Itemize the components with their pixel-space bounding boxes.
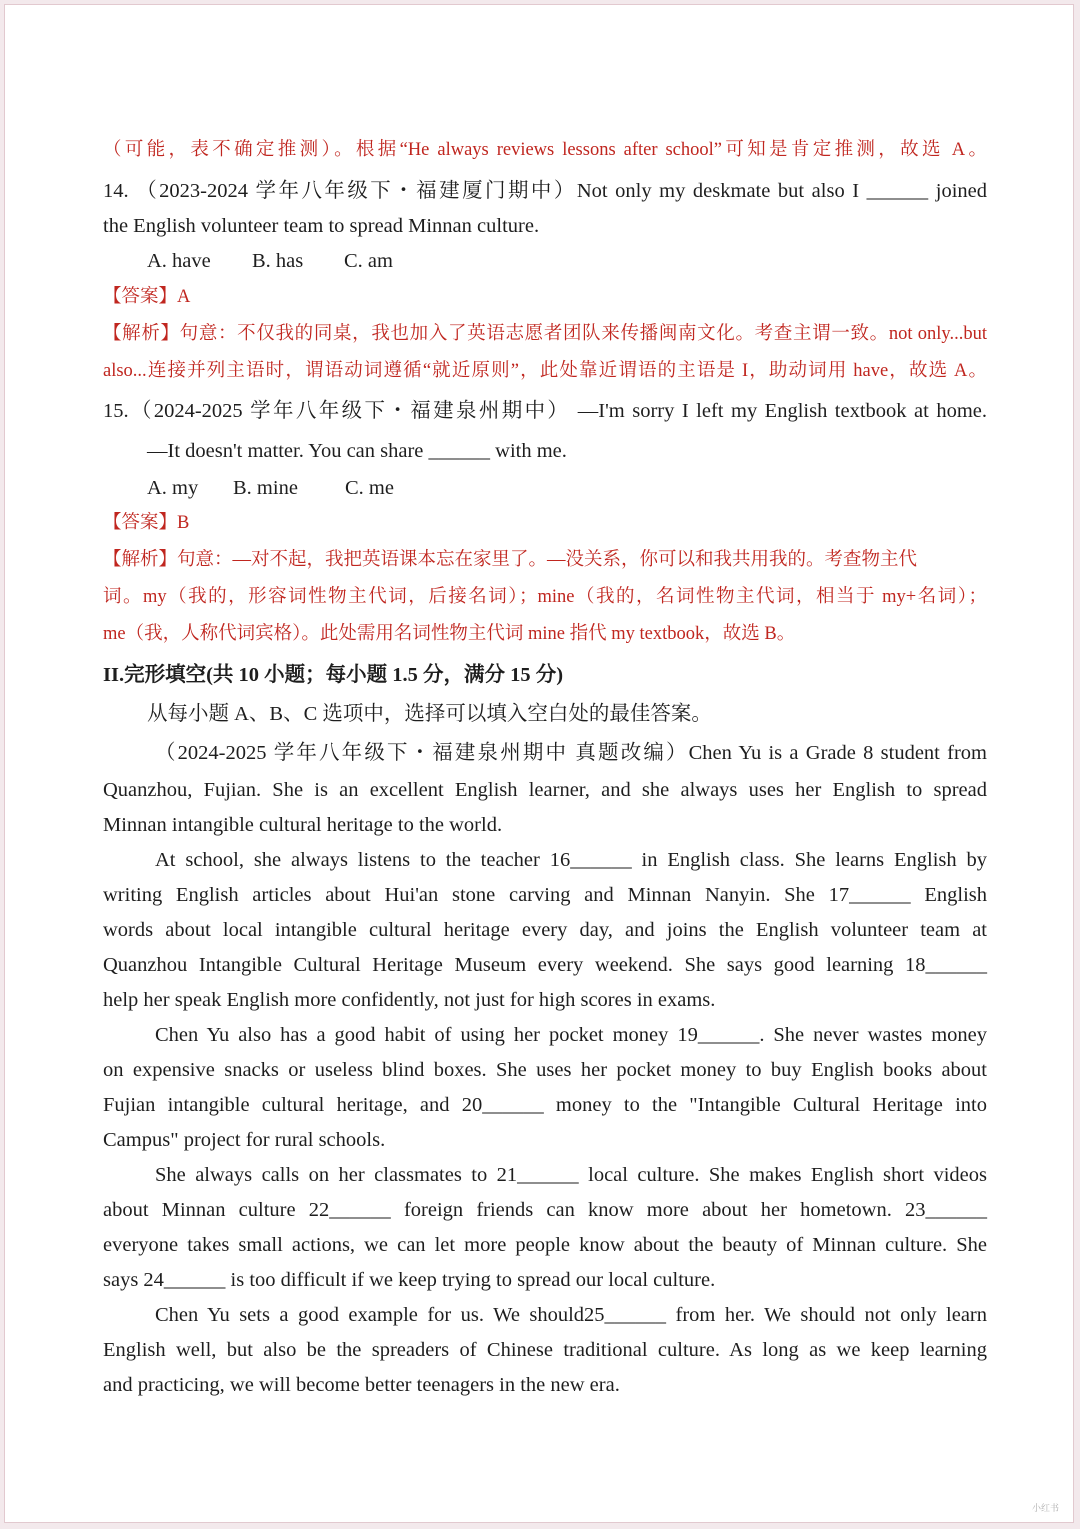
passage-p3-line4: Campus" project for rural schools. xyxy=(103,1129,386,1151)
passage-p5-line2: English well, but also be the spreaders of Chinese traditional culture. As long as we keep learning xyxy=(103,1339,987,1361)
passage-p1-line2: Quanzhou, Fujian. She is an excellent English learner, and she always uses her English to spread xyxy=(103,779,987,801)
q15-analysis-line1: 【解析】句意：—对不起，我把英语课本忘在家里了。—没关系，你可以和我共用我的。考查物主代 xyxy=(103,550,918,570)
passage-p3-line3: Fujian intangible cultural heritage, and 20______ money to the "Intangible Cultural Heritage into xyxy=(103,1094,987,1116)
watermark: 小红书 xyxy=(1031,1504,1059,1514)
passage-p4-line2: about Minnan culture 22______ foreign friends can know more about her hometown. 23______ xyxy=(103,1199,987,1221)
section2-instruction: 从每小题 A、B、C 选项中，选择可以填入空白处的最佳答案。 xyxy=(147,703,712,725)
q15-option-c: C. me xyxy=(345,477,394,499)
passage-p1-line3: Minnan intangible cultural heritage to the world. xyxy=(103,814,503,836)
q14-answer: 【答案】A xyxy=(103,287,191,307)
passage-p4-line1: She always calls on her classmates to 21______ local culture. She makes English short videos xyxy=(155,1164,987,1186)
passage-p2-line5: help her speak English more confidently, not just for high scores in exams. xyxy=(103,989,716,1011)
passage-p4-line3: everyone takes small actions, we can let more people know about the beauty of Minnan culture. She xyxy=(103,1234,987,1256)
passage-p3-line2: on expensive snacks or useless blind boxes. She uses her pocket money to buy English books about xyxy=(103,1059,987,1081)
q14-option-a: A. have xyxy=(147,250,211,272)
q15-stem-line1: 15.（2024-2025 学年八年级下・福建泉州期中） —I'm sorry I left my English textbook at home. xyxy=(103,400,987,422)
q13-analysis-tail: （可能，表不确定推测）。根据“He always reviews lessons after school”可知是肯定推测，故选 A。 xyxy=(103,140,987,160)
q15-option-a: A. my xyxy=(147,477,199,499)
q15-analysis-line3: me（我，人称代词宾格）。此处需用名词性物主代词 mine 指代 my textbook，故选 B。 xyxy=(103,624,796,644)
q14-stem-line1: 14. （2023-2024 学年八年级下・福建厦门期中）Not only my deskmate but also I ______ joined xyxy=(103,180,987,202)
q14-options xyxy=(147,248,987,274)
passage-p4-line4: says 24______ is too difficult if we keep trying to spread our local culture. xyxy=(103,1269,716,1291)
section2-title: II.完形填空(共 10 小题；每小题 1.5 分，满分 15 分) xyxy=(103,664,564,686)
q14-stem-line2: the English volunteer team to spread Minnan culture. xyxy=(103,215,540,237)
q15-options xyxy=(147,475,987,501)
q14-analysis-line1: 【解析】句意：不仅我的同桌，我也加入了英语志愿者团队来传播闽南文化。考查主谓一致。not only...but xyxy=(103,324,987,344)
q14-option-b: B. has xyxy=(252,250,304,272)
passage-p2-line3: words about local intangible cultural heritage every day, and joins the English volunteer team at xyxy=(103,919,987,941)
passage-p3-line1: Chen Yu also has a good habit of using her pocket money 19______. She never wastes money xyxy=(155,1024,987,1046)
passage-p5-line1: Chen Yu sets a good example for us. We should25______ from her. We should not only learn xyxy=(155,1304,987,1326)
passage-p5-line3: and practicing, we will become better teenagers in the new era. xyxy=(103,1374,620,1396)
q15-stem-line2: —It doesn't matter. You can share ______ with me. xyxy=(147,440,567,462)
document-page xyxy=(4,4,1074,1523)
q15-option-b: B. mine xyxy=(233,477,298,499)
q15-answer: 【答案】B xyxy=(103,513,190,533)
passage-p2-line4: Quanzhou Intangible Cultural Heritage Museum every weekend. She says good learning 18______ xyxy=(103,954,987,976)
q14-option-c: C. am xyxy=(344,250,393,272)
passage-p1-line1: （2024-2025 学年八年级下・福建泉州期中 真题改编）Chen Yu is a Grade 8 student from xyxy=(155,742,987,764)
q14-analysis-line2: also...连接并列主语时，谓语动词遵循“就近原则”，此处靠近谓语的主语是 I，助动词用 have，故选 A。 xyxy=(103,361,987,381)
q15-analysis-line2: 词。my（我的，形容词性物主代词，后接名词）；mine（我的，名词性物主代词，相当于 my+名词）； xyxy=(103,587,987,607)
passage-p2-line2: writing English articles about Hui'an stone carving and Minnan Nanyin. She 17______ English xyxy=(103,884,987,906)
passage-p2-line1: At school, she always listens to the teacher 16______ in English class. She learns English by xyxy=(155,849,987,871)
